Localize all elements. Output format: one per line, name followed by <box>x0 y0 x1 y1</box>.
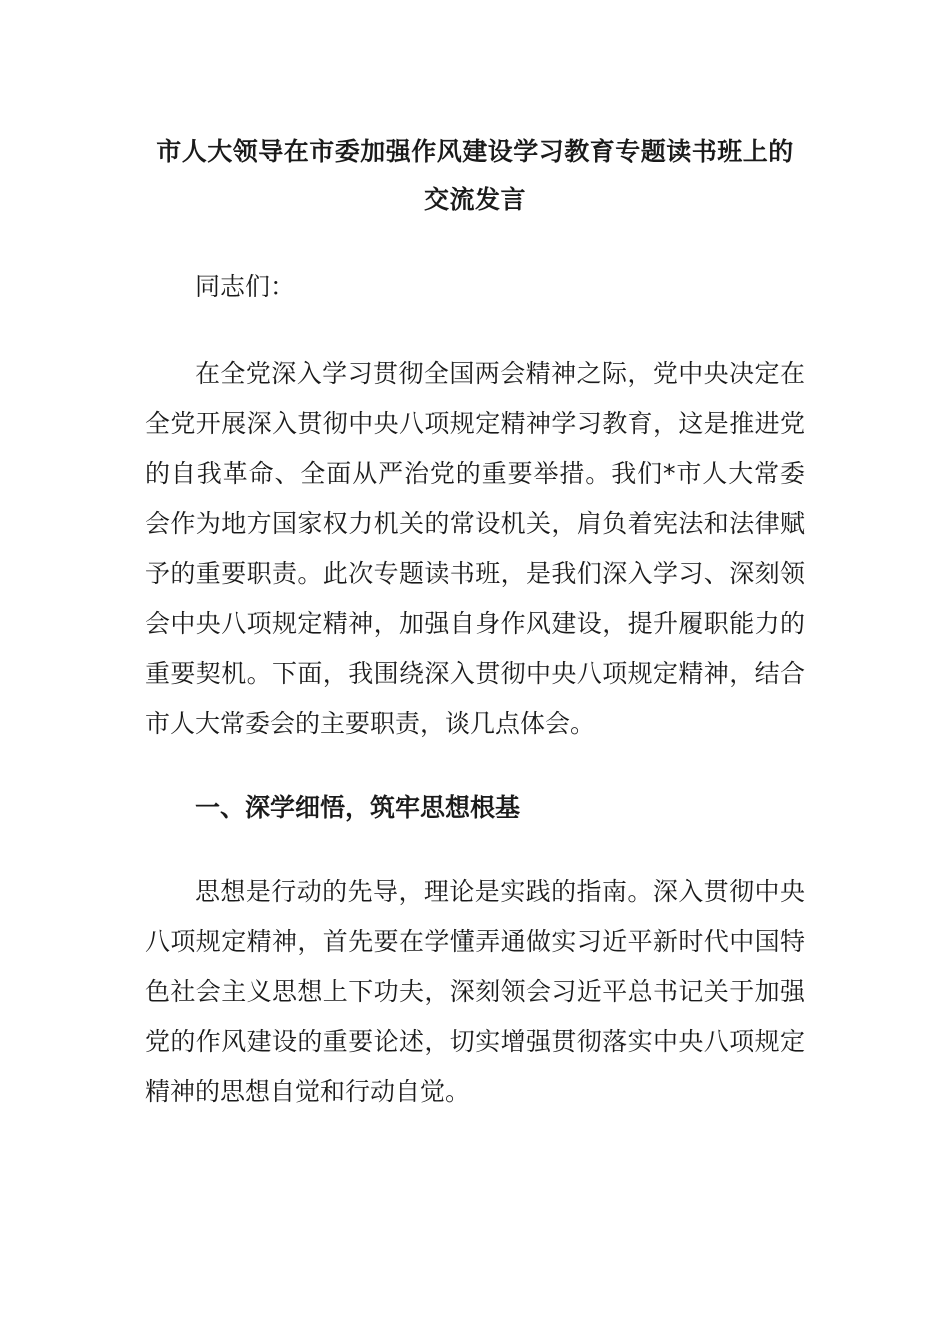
salutation: 同志们： <box>195 272 296 301</box>
section-heading: 一、深学细悟，筑牢思想根基 <box>195 793 521 822</box>
document-title: 市人大领导在市委加强作风建设学习教育专题读书班上的交流发言 <box>156 137 794 214</box>
section-paragraph: 思想是行动的先导，理论是实践的指南。深入贯彻中央八项规定精神，首先要在学懂弄通做实习近平新时代中国特色社会主义思想上下功夫，深刻领会习近平总书记关于加强党的作风建设的重要论述，切实增强贯彻落实中央八项规定精神的思想自觉和行动自觉。 <box>145 877 805 1106</box>
paragraph-intro: 在全党深入学习贯彻全国两会精神之际，党中央决定在全党开展深入贯彻中央八项规定精神学习教育，这是推进党的自我革命、全面从严治党的重要举措。我们*市人大常委会作为地方国家权力机关的常设机关，肩负着宪法和法律赋予的重要职责。此次专题读书班，是我们深入学习、深刻领会中央八项规定精神，加强自身作风建设，提升履职能力的重要契机。下面，我围绕深入贯彻中央八项规定精神，结合市人大常委会的主要职责，谈几点体会。 <box>145 359 805 738</box>
